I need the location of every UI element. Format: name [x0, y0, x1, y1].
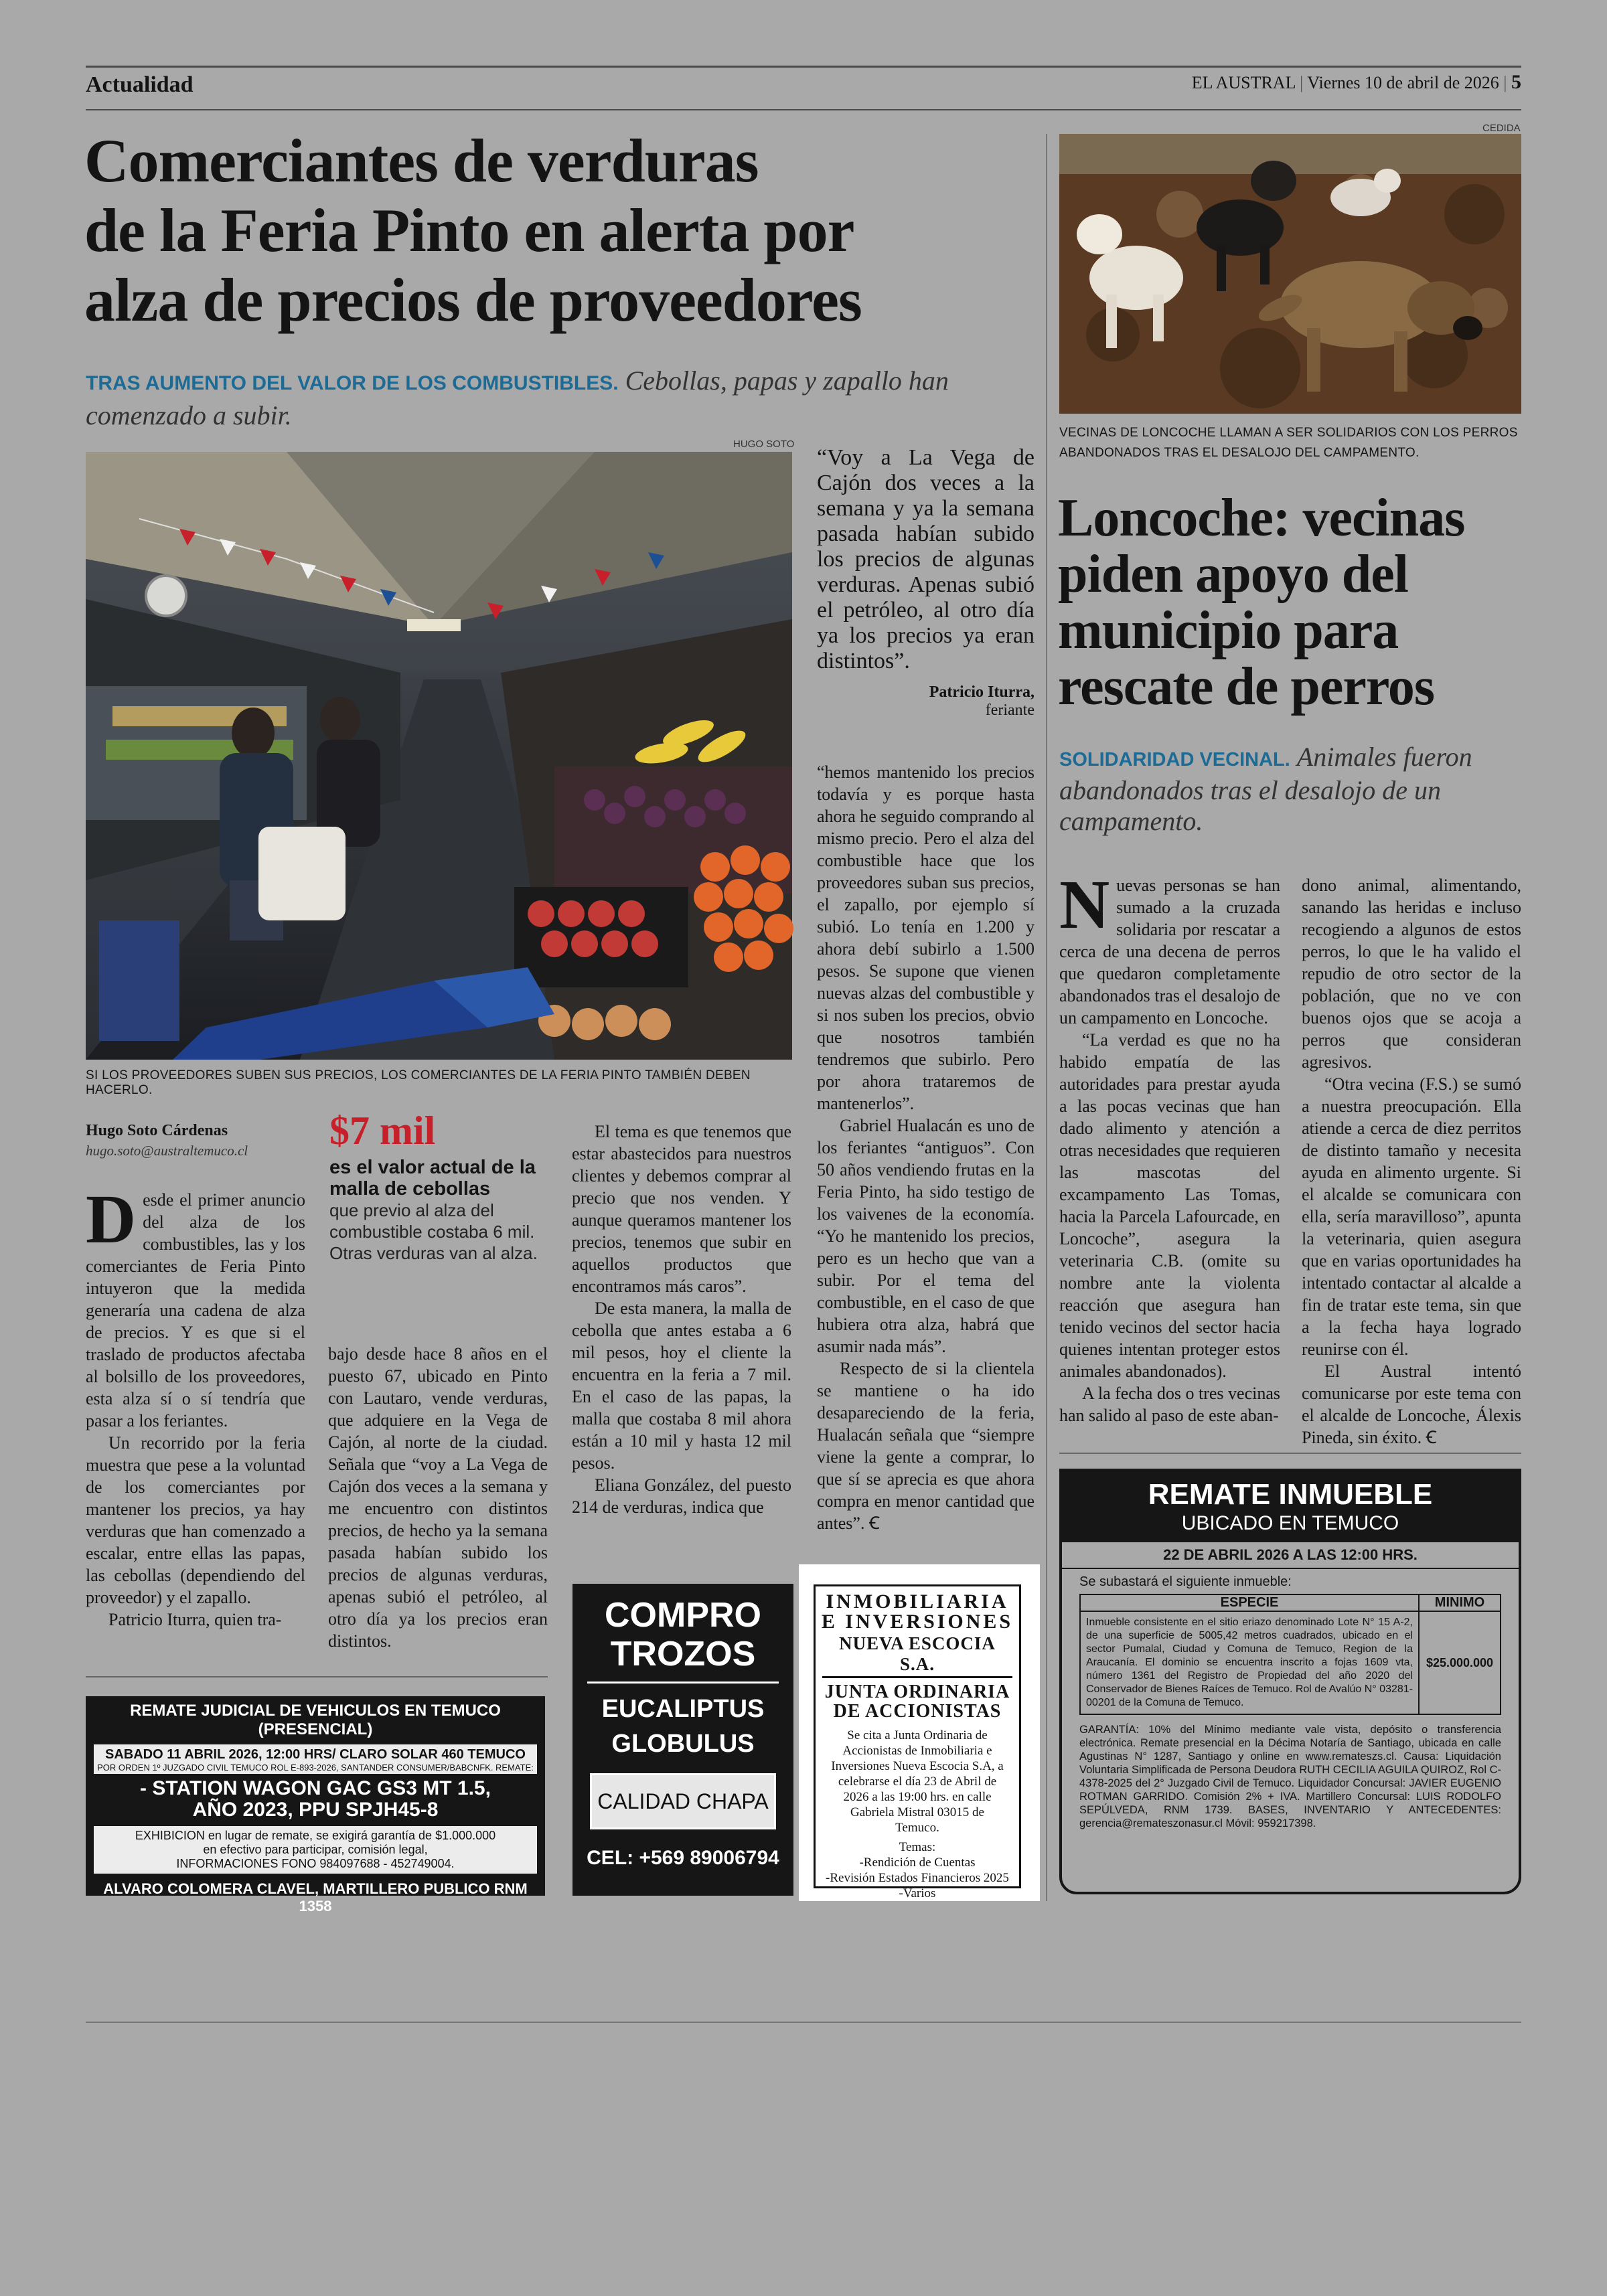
header-bottom-rule	[86, 109, 1521, 110]
ad-date: SABADO 11 ABRIL 2026, 12:00 HRS/ CLARO SOLAR 460 TEMUCO	[105, 1747, 526, 1762]
table-header: MINIMO	[1434, 1595, 1485, 1610]
side-kicker: SOLIDARIDAD VECINAL.	[1059, 749, 1290, 770]
paragraph: Patricio Iturra, quien tra-	[108, 1610, 282, 1629]
paragraph: esde el primer anuncio del alza de los combustibles, las y los comerciantes de Feria Pinto intuyeron que la medida generaría una cadena de alza de precios. Y es que si el traslado de productos afectaba al bolsillo de los proveedores, esta alza sí o sí tendría que pasar a los feriantes.	[86, 1190, 305, 1430]
side-deck	[1059, 742, 1521, 837]
headline-line: Comerciantes de verduras	[84, 127, 759, 195]
page-bottom-rule	[86, 2022, 1521, 2023]
ad-intro: Se subastará el siguiente inmueble:	[1079, 1574, 1292, 1589]
ad-junta-accionistas	[799, 1564, 1040, 1901]
side-headline	[1058, 490, 1520, 715]
side-deck-text: Animales fueron abandonados tras el desalojo de un campamento.	[1059, 742, 1472, 836]
ad-vehicle: AÑO 2023, PPU SPJH45-8	[192, 1799, 439, 1821]
ad-separator-rule	[86, 1676, 548, 1677]
ad-title: E INVERSIONES	[821, 1611, 1014, 1633]
ad-phone: CEL: +569 89006794	[587, 1847, 779, 1869]
ad-frame	[814, 1584, 1021, 1900]
paragraph: De esta manera, la malla de cebolla que antes estaba a 6 mil pesos, hoy el cliente la encuentra en la feria a 7 mil. En el caso de las papas, la malla que costaba 8 mil ahora están a 10 mil y hasta 12 mil pesos.	[572, 1299, 791, 1473]
ad-table	[1079, 1594, 1501, 1715]
ad-tema: -Rendición de Cuentas	[859, 1856, 976, 1870]
fact-bold: es el valor actual de la malla de cebollas	[329, 1157, 536, 1200]
paragraph: “Otra vecina (F.S.) se sumó a nuestra preocupación. Ella atiende a cerca de diez perritos de distinto tamaño y necesita ayuda en alimento urgente. Si el alcalde se comunicara con ella, sería maravilloso”, apunta la veterinaria, quien asegura que en varias oportunidades ha intentado contactar al alcalde a fin de tratar este tema, sin que a la fecha haya logrado reunirse con él.	[1302, 1074, 1521, 1359]
paragraph: Un recorrido por la feria muestra que pese a la voluntad de los comerciantes por mantener los precios, ya hay verduras que han comenzado a escalar, entre ellas las papas, las cebollas (dependiendo del proveedor) y el zapallo.	[86, 1433, 305, 1607]
paragraph: El tema es que tenemos que estar abastecidos para nuestros clientes y debemos comprar al precio que nos venden. Y aunque queramos mantener los precios, tenemos que subir en aquellos productos que encontramos más caros”.	[572, 1122, 791, 1296]
end-mark: Ꞓ	[868, 1513, 880, 1533]
ad-title: NUEVA ESCOCIA S.A.	[822, 1633, 1012, 1678]
ad-tema: -Revisión Estados Financieros 2025	[826, 1871, 1009, 1885]
ad-tema: -Varios	[899, 1886, 936, 1900]
paragraph: Respecto de si la clientela se mantiene o ha ido desapareciendo de la feria, Hualacán señala que “siempre viene la gente a comprar, lo que sí se aprecia es que ahora compra en menor cantidad que antes”.	[817, 1359, 1035, 1533]
ad-vehicle: - STATION WAGON GAC GS3 MT 1.5,	[140, 1777, 491, 1799]
author-email: hugo.soto@australtemuco.cl	[86, 1143, 248, 1159]
table-header: ESPECIE	[1081, 1595, 1420, 1611]
ad-temas: Temas:	[899, 1840, 936, 1854]
headline-line: Loncoche: vecinas	[1058, 489, 1465, 548]
issue-date: Viernes 10 de abril de 2026	[1307, 73, 1499, 92]
ad-subtitle: JUNTA ORDINARIA	[824, 1682, 1010, 1702]
header-top-rule	[86, 66, 1521, 68]
ad-remate-vehiculos	[86, 1696, 545, 1914]
quote-text: “Voy a La Vega de Cajón dos veces a la semana y ya la semana pasada habían subido los precios de algunas verduras. Apenas subió el petróleo, al otro día ya los precios ya eran distintos”.	[817, 445, 1035, 673]
ad-line: EUCALIPTUS	[601, 1695, 765, 1723]
byline	[86, 1122, 300, 1159]
ad-info: en efectivo para participar, comisión legal,	[203, 1843, 428, 1856]
side-col-1	[1059, 866, 1281, 1426]
side-separator-rule	[1059, 1453, 1521, 1454]
fact-box	[329, 1109, 550, 1264]
dogs-photo	[1059, 134, 1521, 414]
main-photo-caption: SI LOS PROVEEDORES SUBEN SUS PRECIOS, LOS COMERCIANTES DE LA FERIA PINTO TAMBIÉN DEBEN HACERLO.	[86, 1068, 751, 1097]
main-col-4	[817, 761, 1035, 1534]
main-col-2	[328, 1343, 548, 1652]
ad-footer: ALVARO COLOMERA CLAVEL, MARTILLERO PUBLICO RNM 1358	[103, 1880, 528, 1914]
fact-figure: $7 mil	[329, 1109, 436, 1153]
drop-cap: D	[86, 1181, 137, 1258]
quote-role: feriante	[985, 702, 1035, 719]
page-number: 5	[1511, 71, 1521, 93]
deck-line: comenzado a subir.	[86, 400, 292, 430]
table-cell: $25.000.000	[1426, 1655, 1494, 1669]
side-photo-caption: VECINAS DE LONCOCHE LLAMAN A SER SOLIDARIOS CON LOS PERROS ABANDONADOS TRAS EL DESALOJO DEL CAMPAMENTO.	[1059, 426, 1518, 460]
ad-order: POR ORDEN 1º JUZGADO CIVIL TEMUCO ROL E-893-2026, SANTANDER CONSUMER/BABCNFK. REMATE:	[97, 1762, 534, 1773]
headline-line: rescate de perros	[1058, 657, 1435, 716]
paragraph: uevas personas se han sumado a la cruzada solidaria por rescatar a cerca de una decena de perros que quedaron completamente abandonados tras el desalojo de un campamento en Loncoche.	[1059, 876, 1280, 1028]
ad-title: REMATE JUDICIAL DE VEHICULOS EN TEMUCO (PRESENCIAL)	[130, 1702, 501, 1738]
paragraph: Eliana González, del puesto 214 de verduras, indica que	[572, 1475, 791, 1517]
ad-title: INMOBILIARIA	[826, 1590, 1009, 1613]
end-mark: Ꞓ	[1426, 1428, 1437, 1447]
ad-subtitle: UBICADO EN TEMUCO	[1181, 1512, 1399, 1534]
side-photo-credit: CEDIDA	[1482, 122, 1521, 134]
ad-line: GLOBULUS	[611, 1730, 755, 1758]
paragraph: “hemos mantenido los precios todavía y es porque hasta ahora he seguido comprando al mismo precio. Pero el alza del combustible hace que los proveedores suban sus precios, el zapallo, por ejemplo sí subió. Lo tenía en 1.200 y ahora debí subirlo a 1.500 pesos. Se supone que vienen nuevas alzas del combustible y si nos suben los precios, obvio que nosotros también tendremos que subirlo. Pero por ahora trataremos de mantenerlos”.	[817, 762, 1035, 1113]
ad-info: EXHIBICION en lugar de remate, se exigirá garantía de $1.000.000	[135, 1829, 496, 1842]
ad-line: COMPRO	[605, 1596, 761, 1635]
main-deck	[86, 365, 1037, 432]
ad-title: REMATE INMUEBLE	[1148, 1478, 1433, 1511]
ad-compro-trozos	[572, 1584, 793, 1896]
ad-date: 22 DE ABRIL 2026 A LAS 12:00 HRS.	[1062, 1542, 1519, 1569]
paragraph: El Austral intentó comunicarse por este tema con el alcalde de Loncoche, Álexis Pineda, sin éxito.	[1302, 1362, 1521, 1447]
paragraph: bajo desde hace 8 años en el puesto 67, ubicado en Pinto con Lautaro, vende verduras, que adquiere en la Vega de Cajón, al norte de la ciudad. Señala que “voy a La Vega de Cajón dos veces a la semana y me encuentro con distintos precios, de hecho ya la semana pasada habían subido los precios de algunas verduras, apenas subió el petróleo, al otro día ya los precios eran distintos.	[328, 1344, 548, 1651]
headline-line: piden apoyo del	[1058, 545, 1408, 604]
ad-remate-inmueble	[1059, 1469, 1521, 1894]
ad-garantia: GARANTÍA: 10% del Mínimo mediante vale vista, depósito o transferencia electrónica. Remate presencial en la Décima Notaría de Santiago, ubicada en calle Agustinas N° 1287, Santiago y online en www.remateszs.cl. Causa: Liquidación Voluntaria Simplificada de Persona Deudora RUTH CECILIA AGUILA QUIROZ, Rol C-4378-2025 del 2° Juzgado Civil de Temuco. Liquidador Concursal: JAVIER EUGENIO ROTMAN GARRIDO. Comisión 2% + IVA. Martillero Concursal: LUIS RODOLFO SEPÚLVEDA, RNM 1739. BASES, INVENTARIO Y ANTECEDENTES: gerencia@remateszonasur.cl Móvil: 959217398.	[1079, 1724, 1502, 1829]
headline-line: alza de precios de proveedores	[84, 266, 862, 334]
ad-info: INFORMACIONES FONO 984097688 - 452749004.	[176, 1857, 455, 1870]
ad-line: TROZOS	[610, 1635, 756, 1673]
paragraph: Gabriel Hualacán es uno de los feriantes “antiguos”. Con 50 años vendiendo frutas en la Feria Pinto, ha sido testigo de los vaivenes de la economía. “Yo he mantenido los precios, pero es un hecho que van a subir. Por el tema del combustible, en el caso de que hubiera otra alza, habrá que asumir nada más”.	[817, 1116, 1035, 1356]
headline-line: municipio para	[1058, 601, 1399, 660]
pull-quote	[817, 445, 1035, 720]
section-label: Actualidad	[86, 72, 194, 97]
page-folio: EL AUSTRAL | Viernes 10 de abril de 2026 | 5	[1191, 71, 1521, 93]
main-headline	[84, 126, 1035, 335]
deck-line: Cebollas, papas y zapallo han	[625, 365, 949, 396]
ad-body: Se cita a Junta Ordinaria de Accionistas de Inmobiliaria e Inversiones Nueva Escocia S.A, a celebrarse el día 23 de Abril de 2026 a las 19:00 hrs. en calle Gabriela Mistral 03015 de Temuco.	[831, 1728, 1004, 1835]
paper-name: EL AUSTRAL	[1191, 73, 1296, 92]
ad-subtitle: DE ACCIONISTAS	[833, 1701, 1002, 1722]
author-name: Hugo Soto Cárdenas	[86, 1122, 228, 1139]
main-kicker: TRAS AUMENTO DEL VALOR DE LOS COMBUSTIBLES.	[86, 372, 619, 394]
paragraph: “La verdad es que no ha habido empatía de las autoridades para prestar ayuda a las pocas vecinas que han dado alimento y atención a otras necesidades que requieren las mascotas del excampamento Las Tomas, hacia la Parcela Lafourcade, en Loncoche”, asegura la veterinaria C.B. (omite su nombre ante la violenta reacción que asegura han tenido vecinos del sector hacia quienes intentan proteger estos animales abandonados).	[1059, 1030, 1280, 1381]
headline-line: de la Feria Pinto en alerta por	[84, 196, 854, 264]
main-photo-credit: HUGO SOTO	[733, 438, 795, 450]
paragraph: dono animal, alimentando, sanando las heridas e incluso recogiendo a algunos de estos perros, lo que le ha valido el repudio de otro sector de la población, que no ve con buenos ojos que se acoja a perros que consideran agresivos.	[1302, 876, 1521, 1072]
fact-text: que previo al alza del combustible costaba 6 mil. Otras verduras van al alza.	[329, 1200, 538, 1263]
main-col-3	[572, 1121, 791, 1518]
main-col-1	[86, 1181, 305, 1631]
quote-author: Patricio Iturra,	[929, 683, 1035, 701]
ad-box: CALIDAD CHAPA	[590, 1773, 776, 1829]
paragraph: A la fecha dos o tres vecinas han salido al paso de este aban-	[1059, 1384, 1281, 1425]
table-cell: Inmueble consistente en el sitio eriazo denominado Lote N° 15 A-2, de una superficie de 5005,42 metros cuadrados, ubicado en el sector Pumalal, Ciudad y Comuna de Temuco, Region de la Araucanía. El dominio se encuentra inscrito a fojas 1609 vta, número 1361 del Registro de Propiedad del año 2020 del Conservador de Bienes Raíces de Temuco. Rol de Avalúo N° 03281-00201 de la Comuna de Temuco.	[1081, 1612, 1420, 1714]
column-divider	[1046, 134, 1047, 1901]
market-photo	[86, 452, 792, 1060]
drop-cap: N	[1059, 866, 1110, 943]
side-col-2	[1302, 874, 1521, 1449]
